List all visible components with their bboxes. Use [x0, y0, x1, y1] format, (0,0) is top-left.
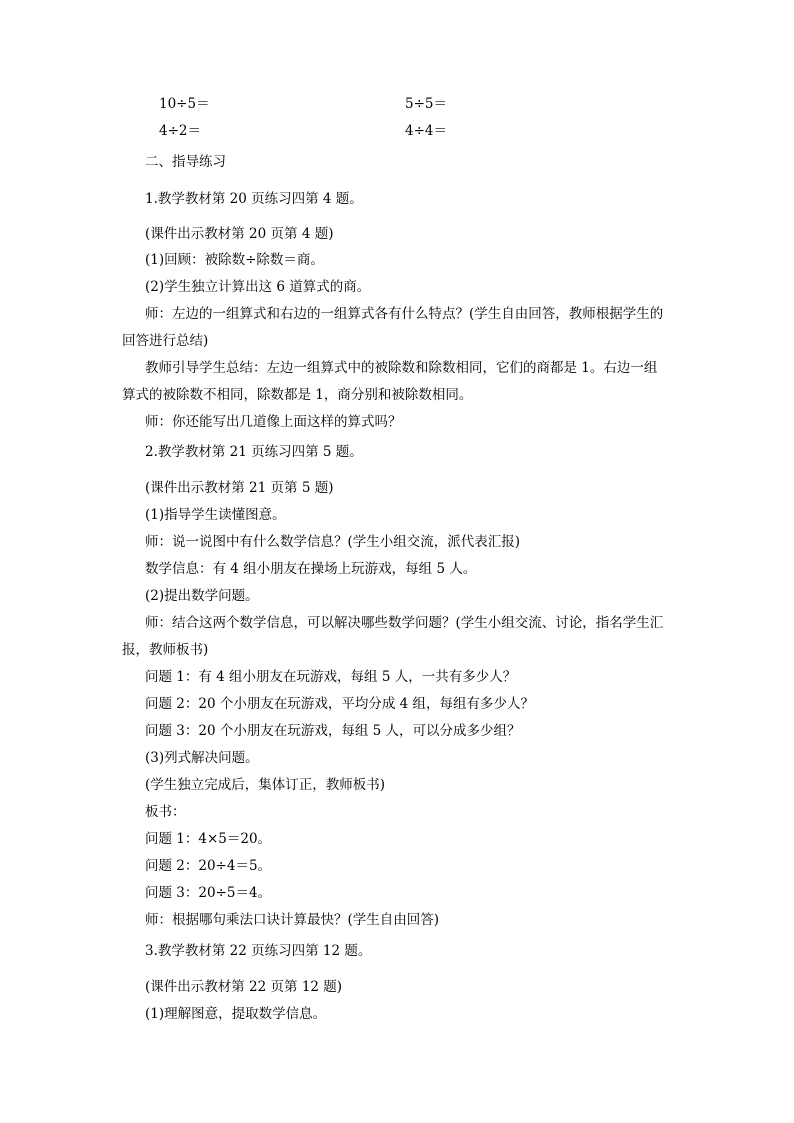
paragraph: 数学信息：有 4 组小朋友在操场上玩游戏，每组 5 人。 — [145, 561, 477, 577]
paragraph: (2)学生独立计算出这 6 道算式的商。 — [145, 279, 371, 295]
paragraph: (1)指导学生读懂图意。 — [145, 507, 286, 523]
equation-left-1: 10÷5＝ — [159, 96, 210, 112]
exercise-title-2: 2.教学教材第 21 页练习四第 5 题。 — [145, 444, 363, 460]
paragraph: (2)提出数学问题。 — [145, 588, 259, 604]
paragraph: 问题 3：20÷5＝4。 — [145, 885, 272, 901]
paragraph: 板书： — [145, 804, 186, 820]
equation-right-1: 5÷5＝ — [405, 96, 447, 112]
exercise-title-3: 3.教学教材第 22 页练习四第 12 题。 — [145, 943, 372, 959]
paragraph: 师：根据哪句乘法口诀计算最快？(学生自由回答) — [145, 912, 440, 928]
paragraph: 师：你还能写出几道像上面这样的算式吗？ — [145, 414, 402, 430]
paragraph: 教师引导学生总结：左边一组算式中的被除数和除数相同，它们的商都是 1。右边一组 — [145, 360, 658, 376]
paragraph: 回答进行总结) — [122, 333, 209, 349]
paragraph: (1)理解图意，提取数学信息。 — [145, 1006, 327, 1022]
paragraph: 师：左边的一组算式和右边的一组算式各有什么特点？(学生自由回答，教师根据学生的 — [145, 306, 664, 322]
equation-left-2: 4÷2＝ — [159, 123, 201, 139]
paragraph: 问题 3：20 个小朋友在玩游戏，每组 5 人，可以分成多少组？ — [145, 723, 521, 739]
paragraph: 师：说一说图中有什么数学信息？(学生小组交流，派代表汇报) — [145, 534, 521, 550]
paragraph: 算式的被除数不相同，除数都是 1，商分别和被除数相同。 — [122, 387, 473, 403]
equation-right-2: 4÷4＝ — [405, 123, 447, 139]
paragraph: (学生独立完成后，集体订正，教师板书) — [145, 777, 386, 793]
paragraph: 报，教师板书) — [122, 642, 209, 658]
paragraph: (3)列式解决问题。 — [145, 750, 259, 766]
paragraph: (课件出示教材第 21 页第 5 题) — [145, 480, 334, 496]
paragraph: 问题 1：4×5＝20。 — [145, 831, 272, 847]
paragraph: 问题 2：20 个小朋友在玩游戏，平均分成 4 组，每组有多少人？ — [145, 696, 535, 712]
paragraph: 师：结合这两个数学信息，可以解决哪些数学问题？(学生小组交流、讨论，指名学生汇 — [145, 615, 664, 631]
paragraph: (1)回顾：被除数÷除数＝商。 — [145, 252, 324, 268]
section-heading: 二、指导练习 — [145, 154, 226, 170]
paragraph: 问题 1：有 4 组小朋友在玩游戏，每组 5 人，一共有多少人？ — [145, 669, 517, 685]
paragraph: (课件出示教材第 20 页第 4 题) — [145, 226, 334, 242]
paragraph: 问题 2：20÷4＝5。 — [145, 858, 272, 874]
paragraph: (课件出示教材第 22 页第 12 题) — [145, 979, 343, 995]
exercise-title-1: 1.教学教材第 20 页练习四第 4 题。 — [145, 191, 363, 207]
